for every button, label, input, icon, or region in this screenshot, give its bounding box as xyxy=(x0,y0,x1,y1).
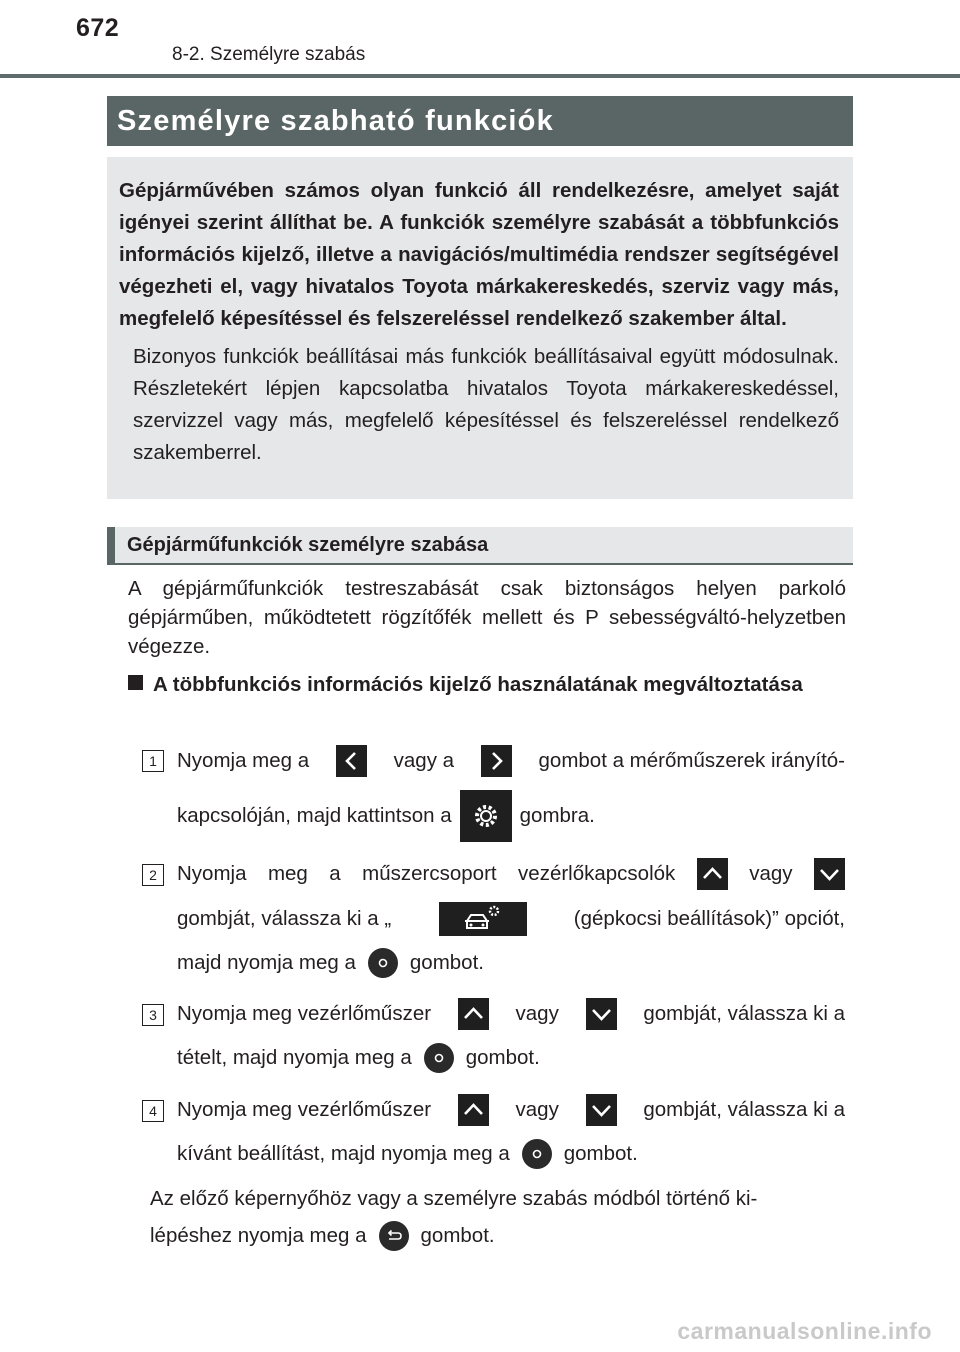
section-title: 8-2. Személyre szabás xyxy=(172,44,366,65)
step-number-3: 3 xyxy=(142,1004,164,1026)
watermark: carmanualsonline.info xyxy=(677,1318,932,1344)
subsection-header: Gépjárműfunkciók személyre szabása xyxy=(107,527,853,563)
step-3-text-a: Nyomja meg vezérlőműszer xyxy=(177,1002,432,1025)
subsection-title: A többfunkciós információs kijelző használatának megváltoztatása xyxy=(153,673,803,696)
chevron-down-icon xyxy=(586,998,617,1030)
step-4-text-c1: kívánt beállítást, majd nyomja meg a xyxy=(177,1142,510,1165)
step-4-line-2 xyxy=(177,1139,638,1169)
step-2-line-2 xyxy=(177,902,845,936)
step-2-vagy: vagy xyxy=(749,862,793,885)
return-note-text-a: lépéshez nyomja meg a xyxy=(150,1224,367,1247)
step-number-4: 4 xyxy=(142,1100,164,1122)
step-number-1: 1 xyxy=(142,750,164,772)
step-1-line-1 xyxy=(177,745,845,777)
body-paragraph: A gépjárműfunkciók testreszabását csak biztonságos helyen parkoló gépjárműben, működtetett rögzítőfék mellett és P sebességváltó-helyzetben végezze. xyxy=(128,577,846,658)
step-2-text-b1: gombját, válassza ki a „ xyxy=(177,907,392,930)
chevron-down-icon xyxy=(814,858,845,890)
step-4-text-b: gombját, válassza ki a xyxy=(643,1098,845,1121)
return-note-line-1: Az előző képernyőhöz vagy a személyre szabás módból történő ki- xyxy=(150,1187,758,1210)
step-2-word-5: vezérlőkapcsolók xyxy=(518,862,676,885)
header-rule xyxy=(0,74,960,78)
step-2-text-c2: gombot. xyxy=(409,951,484,974)
square-bullet-icon xyxy=(128,675,143,690)
step-3-text-c2: gombot. xyxy=(465,1046,540,1069)
step-2-line-1 xyxy=(177,858,845,890)
chevron-up-icon xyxy=(458,1094,489,1126)
intro-box xyxy=(107,157,853,499)
step-1-text-b: vagy a xyxy=(393,749,455,772)
gear-icon xyxy=(460,790,512,842)
step-2-text-b2: (gépkocsi beállítások)” opciót, xyxy=(573,907,845,930)
step-2-word-1: Nyomja xyxy=(177,862,247,885)
step-1-text-e: gombra. xyxy=(519,804,595,827)
step-4-text-a: Nyomja meg vezérlőműszer xyxy=(177,1098,432,1121)
ok-button-icon xyxy=(522,1139,552,1169)
page-title: Személyre szabható funkciók xyxy=(107,96,853,146)
return-note-line-2 xyxy=(150,1221,495,1251)
step-2-word-4: műszercsoport xyxy=(362,862,497,885)
chevron-down-icon xyxy=(586,1094,617,1126)
intro-note-text: Bizonyos funkciók beállításai más funkciók beállításaival együtt módosulnak. Részletekért lépjen kapcsolatba hivatalos Toyota márkakereskedéssel, szervizzel vagy más, megfelelő képesítéssel és felszereléssel rendelkező szakemberrel. xyxy=(133,345,839,464)
page-number: 672 xyxy=(76,14,120,42)
step-2-text-c1: majd nyomja meg a xyxy=(177,951,356,974)
chevron-right-icon xyxy=(481,745,512,777)
step-3-vagy: vagy xyxy=(515,1002,559,1025)
step-1-text-d: kapcsolóján, majd kattintson a xyxy=(177,804,452,827)
chevron-up-icon xyxy=(697,858,728,890)
step-1-line-2 xyxy=(177,790,595,842)
chevron-up-icon xyxy=(458,998,489,1030)
step-1-text-a: Nyomja meg a xyxy=(177,749,310,772)
step-2-word-3: a xyxy=(329,862,341,885)
intro-bold-text: Gépjárművében számos olyan funkció áll rendelkezésre, amelyet saját igényei szerint állíthat be. A funkciók személyre szabását a többfunkciós információs kijelző, illetve a navigációs/multimédia rendszer segítségével végezheti el, vagy hivatalos Toyota márkakereskedés, szerviz vagy más, megfelelő képesítéssel és felszereléssel rendelkező szakember által. xyxy=(119,179,839,330)
step-1-text-c: gombot a mérőműszerek irányító- xyxy=(538,749,845,772)
step-3-line-1 xyxy=(177,998,845,1030)
ok-button-icon xyxy=(424,1043,454,1073)
step-3-text-b: gombját, válassza ki a xyxy=(643,1002,845,1025)
step-3-line-2 xyxy=(177,1043,540,1073)
ok-button-icon xyxy=(368,948,398,978)
step-2-line-3 xyxy=(177,948,484,978)
car-settings-icon xyxy=(439,902,527,936)
subsection-heading xyxy=(128,670,846,700)
step-number-2: 2 xyxy=(142,864,164,886)
step-4-vagy: vagy xyxy=(515,1098,559,1121)
back-arrow-icon xyxy=(379,1221,409,1251)
chevron-left-icon xyxy=(336,745,367,777)
subsection-header-rule xyxy=(107,563,853,565)
return-note-text-b: gombot. xyxy=(420,1224,495,1247)
step-3-text-c1: tételt, majd nyomja meg a xyxy=(177,1046,412,1069)
step-4-line-1 xyxy=(177,1094,845,1126)
step-4-text-c2: gombot. xyxy=(563,1142,638,1165)
step-2-word-2: meg xyxy=(267,862,308,885)
